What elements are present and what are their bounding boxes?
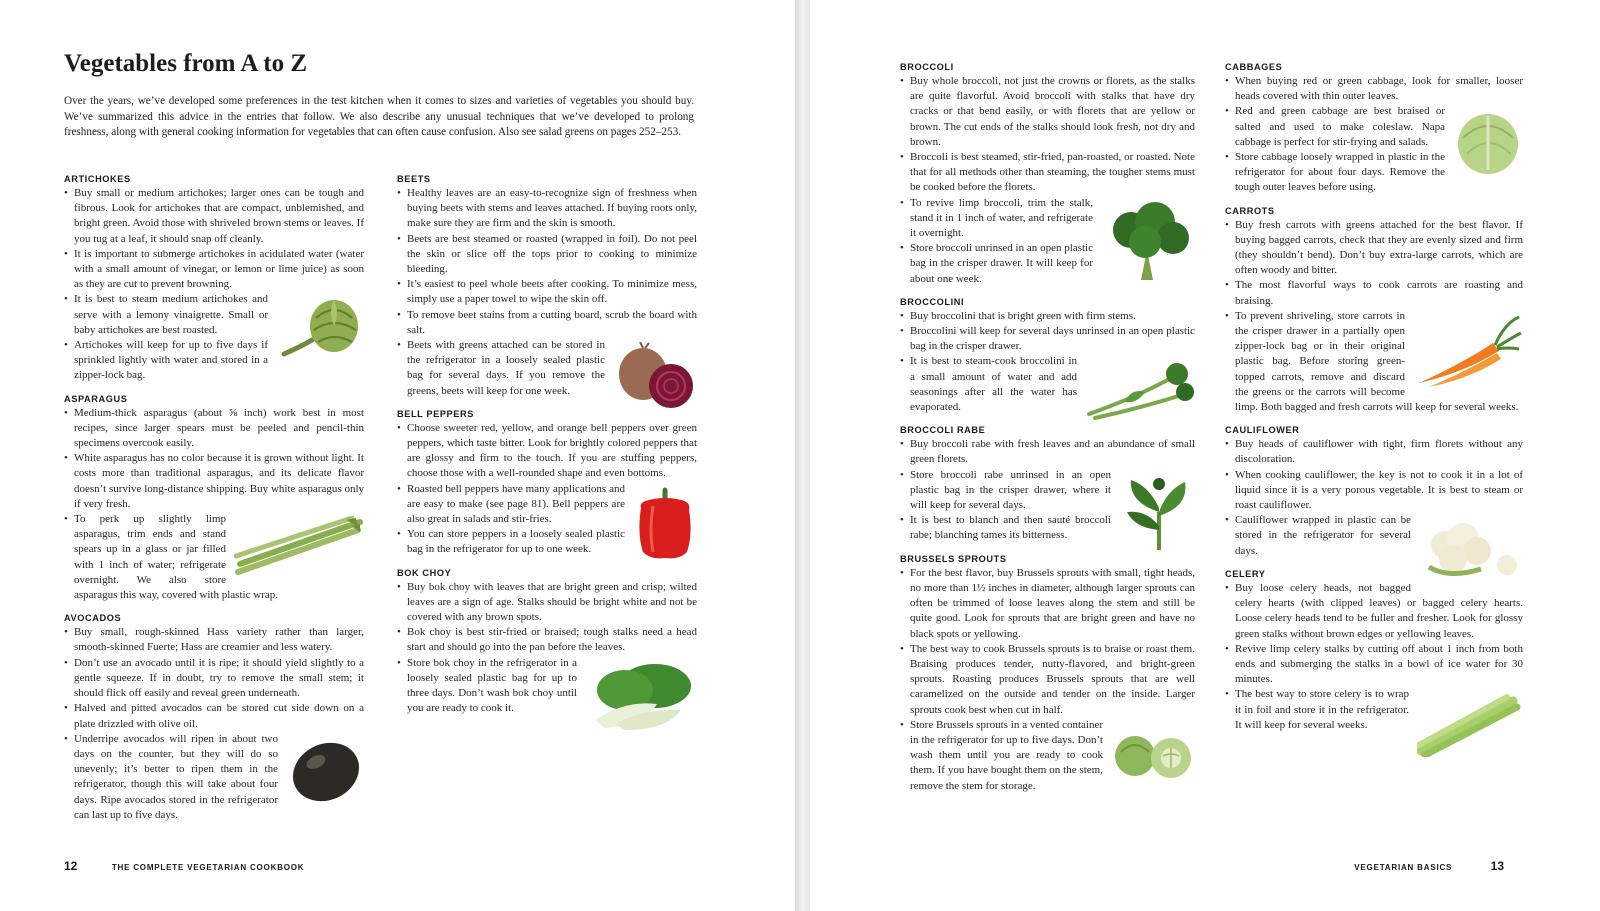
list-item (64, 512, 364, 603)
list-item-text: The best way to store celery is to wrap it in foil and store it in the refrigerator. It will keep for several weeks. (1235, 688, 1409, 731)
list-item: • Broccoli is best steamed, stir-fried, pan-roasted, or roasted. Note that for all methods other than steaming, the tougher stems must be cooked before the florets. (900, 150, 1195, 196)
list-item (900, 354, 1195, 415)
list-item-text: Store bok choy in the refrigerator in a loosely sealed plastic bag for up to three days. Don’t wash bok choy until you are ready to cook it. (407, 656, 577, 715)
section-heading: CELERY (1225, 568, 1266, 579)
list-item: • For the best flavor, buy Brussels sprouts with small, tight heads, no more than 1½ inches in diameter, although larger sprouts can often be trimmed of loose leaves along the stem and still be quite good. Look for sprouts that are bright green and have no black spots or yellowing. (900, 566, 1195, 642)
list-item: • Buy heads of cauliflower with tight, firm florets without any discoloration. (1225, 437, 1523, 467)
list-item: • The best way to cook Brussels sprouts is to braise or roast them. Braising produces tender, nutty-flavored, and bright-green sprouts. Roasting produces Brussels sprouts that are well caramelized on the outside and tender on the inside. Larger sprouts cook best when cut in half. (900, 642, 1195, 718)
bok-choy-image (585, 660, 697, 732)
list-item (64, 292, 364, 338)
page-title: Vegetables from A to Z (64, 50, 308, 77)
list-item-text: Store broccoli rabe unrinsed in an open plastic bag in the crisper drawer, where it will keep for several days. (910, 468, 1111, 512)
section-broccolini (900, 297, 1195, 415)
left-footer (64, 857, 304, 875)
list-item-text: Beets with greens attached can be stored in the refrigerator in a loosely sealed plastic bag for several days. If you remove the greens, beets will keep for one week. (407, 339, 605, 397)
list-item: • It’s easiest to peel whole beets after cooking. To minimize mess, simply use a paper towel to wipe the skin off. (397, 277, 697, 307)
page-number: 13 (1490, 859, 1504, 873)
right-footer (1354, 857, 1504, 875)
list-item (900, 196, 1195, 242)
left-page (0, 0, 795, 911)
list-item: • Store broccoli unrinsed in an open plastic bag in the crisper drawer. It will keep for about one week. (900, 241, 1195, 287)
right-column-1 (900, 62, 1195, 804)
list-item (64, 732, 364, 823)
list-item-text: Roasted bell peppers have many applications and are easy to make (see page 81). Bell peppers are also great in salads and stir-fries. (407, 482, 625, 526)
list-item: • To remove beet stains from a cutting board, scrub the board with salt. (397, 308, 697, 338)
celery-image (1417, 691, 1523, 757)
section-avocados (64, 613, 364, 823)
list-item: • Artichokes will keep for up to five days if sprinkled lightly with water and stored in a zipper-lock bag. (64, 338, 364, 384)
left-column-2 (397, 174, 697, 734)
section-heading: AVOCADOS (64, 613, 122, 624)
list-item: • Buy bok choy with leaves that are bright green and crisp; wilted leaves are a sign of age. Stalks should be bright white and not be covered with any brown spots. (397, 580, 697, 626)
list-item: • Buy broccolini that is bright green with firm stems. (900, 309, 1195, 324)
section-cauliflower (1225, 425, 1523, 559)
brussels-sprouts-image (1111, 722, 1195, 786)
section-heading: CABBAGES (1225, 62, 1283, 72)
section-broccoli-rabe (900, 425, 1195, 543)
list-item: • White asparagus has no color because it is grown without light. It costs more than traditional asparagus, and its delicate flavor doesn’t survive long-distance shipping. Buy white asparagus only if very fresh. (64, 451, 364, 512)
left-column-1 (64, 174, 364, 833)
list-item: • It is important to submerge artichokes in acidulated water (water with a small amount of vinegar, or lemon or lime juice) as soon as they are cut to prevent browning. (64, 247, 364, 293)
list-item: • The most flavorful ways to cook carrots are roasting and braising. (1225, 278, 1523, 308)
list-item: • Buy whole broccoli, not just the crowns or florets, as the stalks are quite flavorful. Avoid broccoli with stalks that have dry cracks or that bend easily, or with florets that are yellow or brown. The cut ends of the stalks should look fresh, not dry and brown. (900, 74, 1195, 150)
cauliflower-image (1419, 517, 1523, 583)
list-item: • Buy loose celery heads, not bagged celery hearts (with clipped leaves) or bagged celery hearts. Loose celery heads tend to be fuller and fresher. Look for glossy green stalks without brown edges or yellowing leaves. (1225, 581, 1523, 642)
list-item: • Beets are best steamed or roasted (wrapped in foil). Do not peel the skin or slice off the tops prior to cooking to minimize bleeding. (397, 232, 697, 278)
section-cabbages (1225, 62, 1523, 196)
list-item: • Medium-thick asparagus (about ⅝ inch) work best in most recipes, since larger spears must be peeled and pencil-thin specimens overcook easily. (64, 406, 364, 452)
section-heading: BELL PEPPERS (397, 408, 474, 419)
right-page (810, 0, 1600, 911)
list-item: • Don’t use an avocado until it is ripe; it should yield slightly to a gentle squeeze. If in doubt, try to remove the small stem; it should flick off easily and reveal green underneath. (64, 656, 364, 702)
section-heading: BRUSSELS SPROUTS (900, 553, 1007, 564)
list-item (397, 482, 697, 528)
section-asparagus (64, 394, 364, 604)
asparagus-image (234, 516, 364, 578)
list-item: • Choose sweeter red, yellow, and orange bell peppers over green peppers, which taste bitter. Look for brightly colored peppers that are glossy and firm to the touch. If you are stuffing peppers, choose those with a well-rounded shape and even bottoms. (397, 421, 697, 482)
section-broccoli (900, 62, 1195, 287)
section-brussels-sprouts (900, 554, 1195, 794)
list-item-text: It is best to steam medium artichokes and serve with a lemony vinaigrette. Small or baby artichokes are best roasted. (74, 293, 268, 336)
list-item-text: Cauliflower wrapped in plastic can be stored in the refrigerator for several days. (1235, 514, 1411, 557)
list-item (900, 718, 1195, 794)
list-item: • Buy small, rough-skinned Hass variety rather than larger, smooth-skinned Fuerte; Hass are creamier and less watery. (64, 625, 364, 655)
section-celery (1225, 569, 1523, 733)
list-item: • When cooking cauliflower, the key is not to cook it in a lot of liquid since it is a very porous vegetable. It is best to steam or roast cauliflower. (1225, 468, 1523, 514)
section-heading: CARROTS (1225, 205, 1275, 216)
carrot-image (1413, 313, 1523, 389)
section-bell-peppers (397, 409, 697, 558)
list-item: • Buy fresh carrots with greens attached for the best flavor. If buying bagged carrots, check that they are evenly sized and firm (they shouldn’t bend). Don’t buy extra-large carrots, which are often woody and bitter. (1225, 218, 1523, 279)
list-item (397, 338, 697, 399)
list-item: • Buy small or medium artichokes; larger ones can be tough and fibrous. Look for artichokes that are compact, unblemished, and bright green. Avoid those with shriveled brown stems or leaves. If you tug at a leaf, it should snap off cleanly. (64, 186, 364, 247)
list-item: • Broccolini will keep for several days unrinsed in an open plastic bag in the crisper drawer. (900, 324, 1195, 354)
right-column-2 (1225, 62, 1523, 759)
list-item: • Store cabbage loosely wrapped in plastic in the refrigerator for about four days. Remove the tough outer leaves before using. (1225, 150, 1523, 196)
list-item-text: To prevent shriveling, store carrots in the crisper drawer in a partially open zipper-lock bag or in their original plastic bag. Before storing green-topped carrots, remove and discard the greens or the carrots will become limp. Both bagged and fresh carrots will keep for several weeks. (1235, 309, 1519, 414)
list-item (900, 468, 1195, 514)
running-footer: THE COMPLETE VEGETARIAN COOKBOOK (111, 863, 305, 872)
section-heading: CAULIFLOWER (1225, 425, 1300, 436)
list-item: • Buy broccoli rabe with fresh leaves and an abundance of small green florets. (900, 437, 1195, 467)
section-carrots (1225, 206, 1523, 416)
list-item-text: Store Brussels sprouts in a vented container in the refrigerator for up to five days. Don’t wash them until you are ready to cook them. If you have bought them on the stem, remove the stem for storage. (910, 718, 1103, 792)
section-heading: ASPARAGUS (64, 393, 128, 404)
broccolini-image (1085, 358, 1195, 420)
beet-image (613, 342, 697, 412)
list-item: • You can store peppers in a loosely sealed plastic bag in the refrigerator for up to one week. (397, 527, 697, 557)
list-item: • Revive limp celery stalks by cutting off about 1 inch from both ends and submerging the stalks in a bowl of ice water for 30 minutes. (1225, 642, 1523, 688)
section-bok-choy (397, 568, 697, 717)
section-heading: BEETS (397, 174, 431, 184)
avocado-image (286, 736, 364, 804)
book-gutter (795, 0, 810, 911)
list-item-text: Underripe avocados will ripen in about two days on the counter, but they will do so unevenly; it’s better to ripen them in the refrigerator, though this will take about four days. Ripe avocados stored in the refrigerator can last up to five days. (74, 732, 278, 821)
section-heading: BROCCOLINI (900, 296, 965, 307)
page-number: 12 (64, 859, 78, 873)
running-footer: VEGETARIAN BASICS (1354, 863, 1453, 872)
list-item: • When buying red or green cabbage, look for smaller, looser heads covered with thin outer leaves. (1225, 74, 1523, 104)
list-item: • Healthy leaves are an easy-to-recognize sign of freshness when buying beets with stems and leaves attached. If buying roots only, make sure they are firm and the skin is smooth. (397, 186, 697, 232)
intro-paragraph: Over the years, we’ve developed some preferences in the test kitchen when it comes to sizes and varieties of vegetables you should buy. We’ve summarized this advice in the entries that follow. We also describe any unusual techniques that we’ve developed to prolong freshness, along with general cooking information for vegetables that can often cause confusion. Also see salad greens on pages 252–253. (64, 95, 694, 138)
list-item (1225, 309, 1523, 415)
list-item (1225, 513, 1523, 559)
list-item-text: To perk up slightly limp asparagus, trim ends and stand spears up in a glass or jar filled with 1 inch of water; refrigerate overnight. We also store asparagus this way, covered with plastic wrap. (74, 513, 278, 602)
list-item-text: Red and green cabbage are best braised or salted and used to make coleslaw. Napa cabbage is perfect for stir-frying and salads. (1235, 105, 1445, 148)
section-beets (397, 174, 697, 399)
section-artichokes (64, 174, 364, 384)
section-heading: BOK CHOY (397, 567, 452, 578)
section-heading: BROCCOLI (900, 62, 954, 72)
list-item: • Halved and pitted avocados can be stored cut side down on a plate drizzled with olive oil. (64, 701, 364, 731)
list-item: • It is best to blanch and then sauté broccoli rabe; blanching tames its bitterness. (900, 513, 1195, 543)
section-heading: BROCCOLI RABE (900, 425, 986, 436)
list-item (1225, 687, 1523, 733)
list-item (397, 656, 697, 717)
list-item-text: To revive limp broccoli, trim the stalk, stand it in 1 inch of water, and refrigerate it overnight. (910, 196, 1093, 240)
list-item: • Bok choy is best stir-fried or braised; tough stalks need a head start and should go into the pan before the leaves. (397, 625, 697, 655)
list-item-text: It is best to steam-cook broccolini in a small amount of water and add seasonings after all the water has evaporated. (910, 355, 1077, 414)
list-item (1225, 104, 1523, 150)
section-heading: ARTICHOKES (64, 174, 131, 184)
